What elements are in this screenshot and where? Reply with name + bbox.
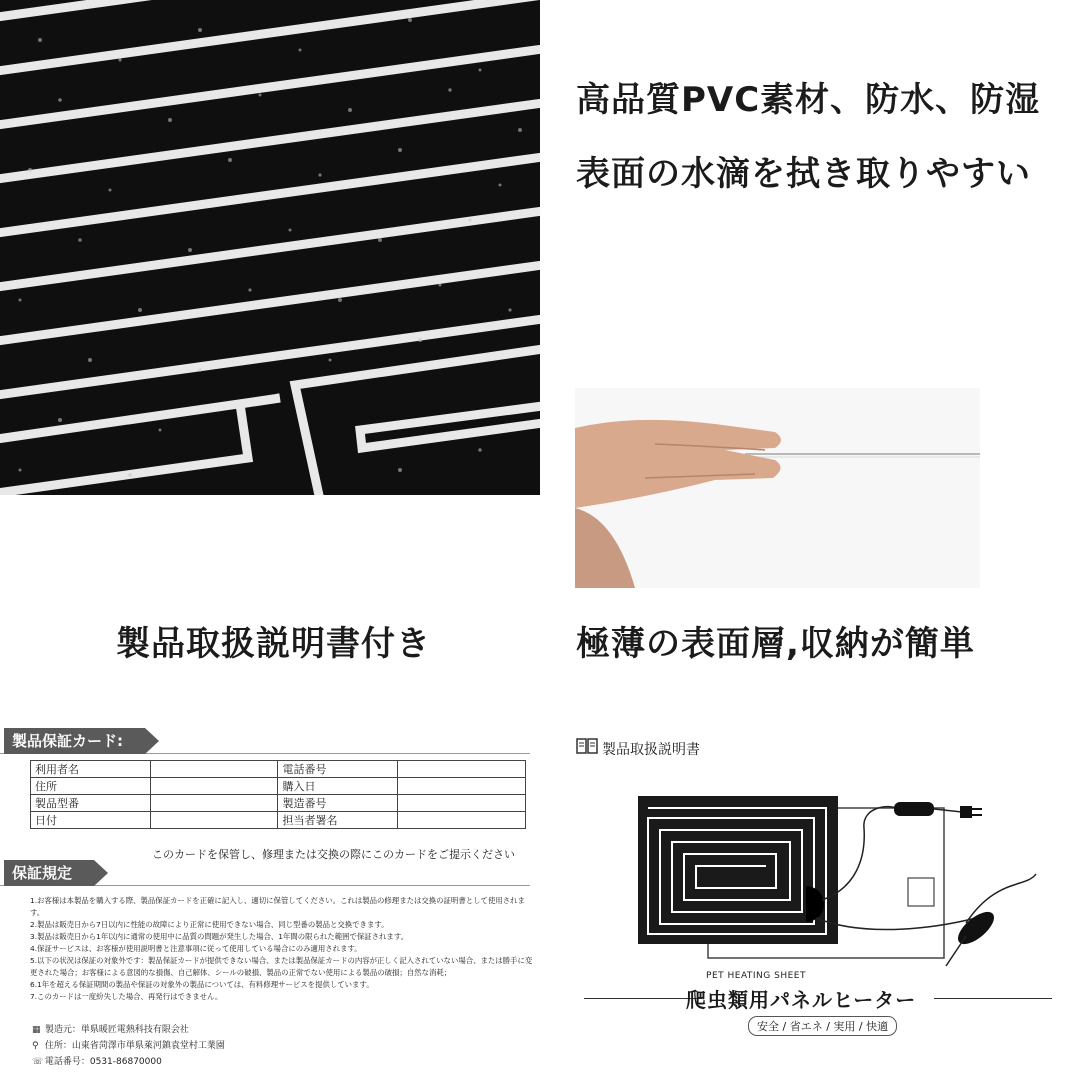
product-tags: 安全 / 省エネ / 実用 / 快適 (748, 1016, 897, 1036)
terms-item: 2.製品は販売日から7日以内に性能の故障により正常に使用できない場合、同じ型番の製品と交換できます。 (30, 920, 389, 929)
heater-closeup-image (0, 0, 540, 495)
form-field (150, 761, 278, 778)
phone-text: 電話番号：0531-86870000 (44, 1057, 162, 1067)
manual-heading-text: 製品取扱説明書 (602, 742, 700, 758)
terms-item: 7.このカードは一度紛失した場合、再発行はできません。 (30, 992, 223, 1001)
form-field (150, 795, 278, 812)
terms-item: 3.製品は販売日から1年以内に通常の使用中に品質の問題が発生した場合、1年間の限られた範囲で保証されます。 (30, 932, 409, 941)
heater-stripes-graphic (0, 0, 540, 495)
maker-text: 製造元：単県暖匠電熱科技有限会社 (44, 1025, 189, 1035)
phone-icon: ☏ (32, 1057, 44, 1067)
book-icon (576, 738, 598, 758)
heater-diagram (616, 778, 1056, 968)
form-label: 電話番号 (278, 761, 398, 778)
maker-info (32, 1022, 189, 1035)
form-label: 製造番号 (278, 795, 398, 812)
address-text: 住所：山東省菏澤市単県萊河鎮袁堂村工業園 (44, 1041, 225, 1051)
thin-sheet-photo (575, 388, 980, 588)
form-field (398, 778, 526, 795)
table-row (31, 795, 526, 812)
divider-right (934, 998, 1052, 999)
terms-item: 1.お客様は本製品を購入する際、製品保証カードを正確に記入し、適切に保管してください。これは製品の修理または交換の証明書として使用されます。 (30, 896, 525, 917)
form-label: 住所 (31, 778, 151, 795)
product-name-jp: 爬虫類用パネルヒーター (686, 988, 917, 1012)
product-name-en: PET HEATING SHEET (706, 971, 806, 981)
warranty-terms-title: 保証規定 (4, 860, 94, 886)
form-field (398, 795, 526, 812)
switch-1 (894, 802, 934, 816)
feature-ultra-thin: 極薄の表面層,収納が簡単 (576, 624, 975, 664)
warranty-terms-list (30, 895, 535, 1003)
form-label: 購入日 (278, 778, 398, 795)
location-pin-icon: ⚲ (32, 1041, 39, 1051)
cable-exit-box (908, 878, 934, 906)
warranty-card-title: 製品保証カード: (4, 728, 145, 754)
divider-left (584, 998, 702, 999)
form-label: 利用者名 (31, 761, 151, 778)
hand-holding-sheet-graphic (575, 388, 980, 588)
form-field (398, 812, 526, 829)
address-info (32, 1038, 225, 1051)
switch-2 (953, 906, 1000, 950)
manual-heading (576, 738, 700, 759)
form-label: 製品型番 (31, 795, 151, 812)
form-field (150, 778, 278, 795)
feature-easy-wipe: 表面の水滴を拭き取りやすい (576, 154, 1031, 194)
building-icon: ▦ (32, 1025, 41, 1035)
feature-waterproof: 高品質PVC素材、防水、防湿 (576, 80, 1041, 120)
form-label: 日付 (31, 812, 151, 829)
form-label: 担当者署名 (278, 812, 398, 829)
phone-info (32, 1054, 162, 1067)
warranty-form-table (30, 760, 526, 829)
warranty-card (0, 700, 540, 1080)
terms-item: 5.以下の状況は保証の対象外です：製品保証カードが提供できない場合、または製品保証カードの内容が正しく記入されていない場合、または勝手に変更された場合；お客様による意図的な損傷、自己解体、シールの破損、製品の正常でない使用による製品の破損；自然な消耗； (30, 956, 533, 977)
terms-item: 6.1年を超える保証期間の製品や保証の対象外の製品については、有料修理サービスを提供しています。 (30, 980, 374, 989)
table-row (31, 778, 526, 795)
manual-cover (556, 718, 1080, 1080)
table-row (31, 812, 526, 829)
form-field (398, 761, 526, 778)
form-field (150, 812, 278, 829)
table-row (31, 761, 526, 778)
terms-item: 4.保証サービスは、お客様が使用説明書と注意事項に従って使用している場合にのみ適用されます。 (30, 944, 362, 953)
feature-manual-included: 製品取扱説明書付き (116, 624, 431, 664)
card-keep-note: このカードを保管し、修理または交換の際にこのカードをご提示ください (152, 848, 515, 861)
